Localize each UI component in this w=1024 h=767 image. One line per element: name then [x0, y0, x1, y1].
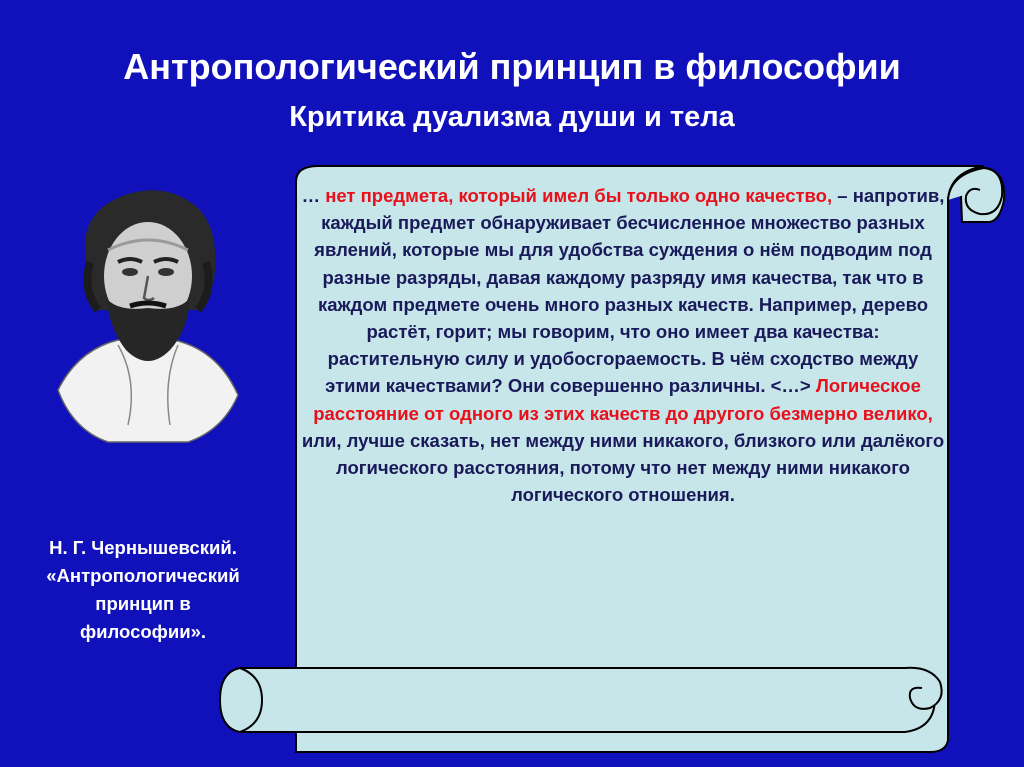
caption-line: принцип в: [95, 593, 191, 614]
portrait-caption: [8, 534, 278, 646]
caption-line: «Антропологический: [46, 565, 240, 586]
quote-text: [298, 182, 948, 508]
caption-line: Н. Г. Чернышевский.: [49, 537, 237, 558]
quote-ellipsis: …: [301, 185, 326, 206]
portrait-image: [48, 180, 244, 444]
quote-highlight: нет предмета, который имел бы только одно качество,: [325, 185, 833, 206]
quote-body: – напротив, каждый предмет обнаруживает бесчисленное множество разных явлений, которые мы для удобства суждения о нём подводим под разные разряды, давая каждому разряду имя качества, так что в каждом предмете очень много разных качеств. Например, дерево растёт, горит; мы говорим, что оно имеет два качества: растительную силу и удобосгораемость. В чём сходство между этими качествами? Они совершенно различны.: [314, 185, 945, 397]
quote-omission: <…>: [770, 375, 811, 397]
slide-title: Антропологический принцип в философии: [123, 46, 901, 87]
quote-body: или, лучше сказать, нет между ними никакого, близкого или далёкого логического расстояния, потому что нет между ними никакого логического отношения.: [301, 429, 945, 506]
slide-subtitle: Критика дуализма души и тела: [289, 101, 735, 133]
quote-highlight: Логическое расстояние от одного из этих качеств до другого безмерно велико,: [313, 375, 933, 424]
caption-line: философии».: [79, 621, 207, 642]
